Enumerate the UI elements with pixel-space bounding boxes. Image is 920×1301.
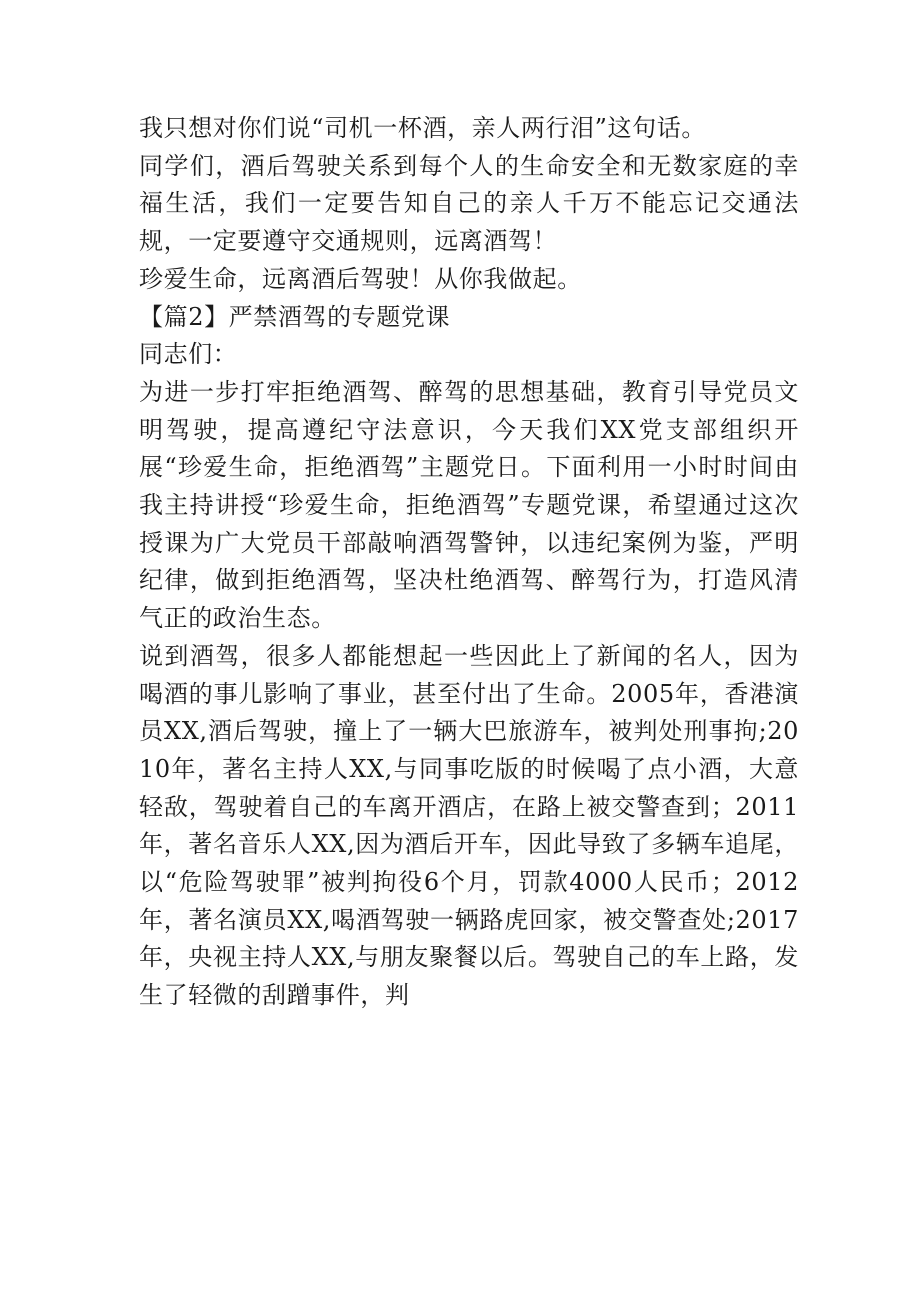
paragraph-introduction: 为进一步打牢拒绝酒驾、醉驾的思想基础，教育引导党员文明驾驶，提高遵纪守法意识，今天我们XX党支部组织开展“珍爱生命，拒绝酒驾”主题党日。下面利用一小时时间由我主持讲授“珍爱生命，拒绝酒驾”专题党课，希望通过这次授课为广大党员干部敲响酒驾警钟，以违纪案例为鉴，严明纪律，做到拒绝酒驾，坚决杜绝酒驾、醉驾行为，打造风清气正的政治生态。 [139, 377, 799, 633]
paragraph-salutation: 同志们： [139, 340, 238, 369]
paragraph-celebrity-cases: 说到酒驾，很多人都能想起一些因此上了新闻的名人，因为喝酒的事儿影响了事业，甚至付出了生命。2005年，香港演员XX,酒后驾驶，撞上了一辆大巴旅游车，被判处刑事拘;2010年，著名主持人XX,与同事吃版的时候喝了点小酒，大意轻敌，驾驶着自己的车离开酒店，在路上被交警查到；2011年，著名音乐人XX,因为酒后开车，因此导致了多辆车追尾，以“危险驾驶罪”被判拘役6个月，罚款4000人民币；2012年，著名演员XX,喝酒驾驶一辆路虎回家，被交警查处;2017年，央视主持人XX,与朋友聚餐以后。驾驶自己的车上路，发生了轻微的刮蹭事件，判 [139, 641, 799, 1010]
paragraph-closing-quote: 我只想对你们说“司机一杯酒，亲人两行泪”这句话。 [139, 114, 706, 142]
paragraph-slogan: 珍爱生命，远离酒后驾驶！从你我做起。 [139, 264, 582, 293]
paragraph-students-appeal: 同学们，酒后驾驶关系到每个人的生命安全和无数家庭的幸福生活，我们一定要告知自己的亲人千万不能忘记交通法规，一定要遵守交通规则，远离酒驾！ [139, 151, 799, 256]
document-body [139, 110, 799, 1015]
section-heading: 【篇2】严禁酒驾的专题党课 [139, 302, 451, 331]
